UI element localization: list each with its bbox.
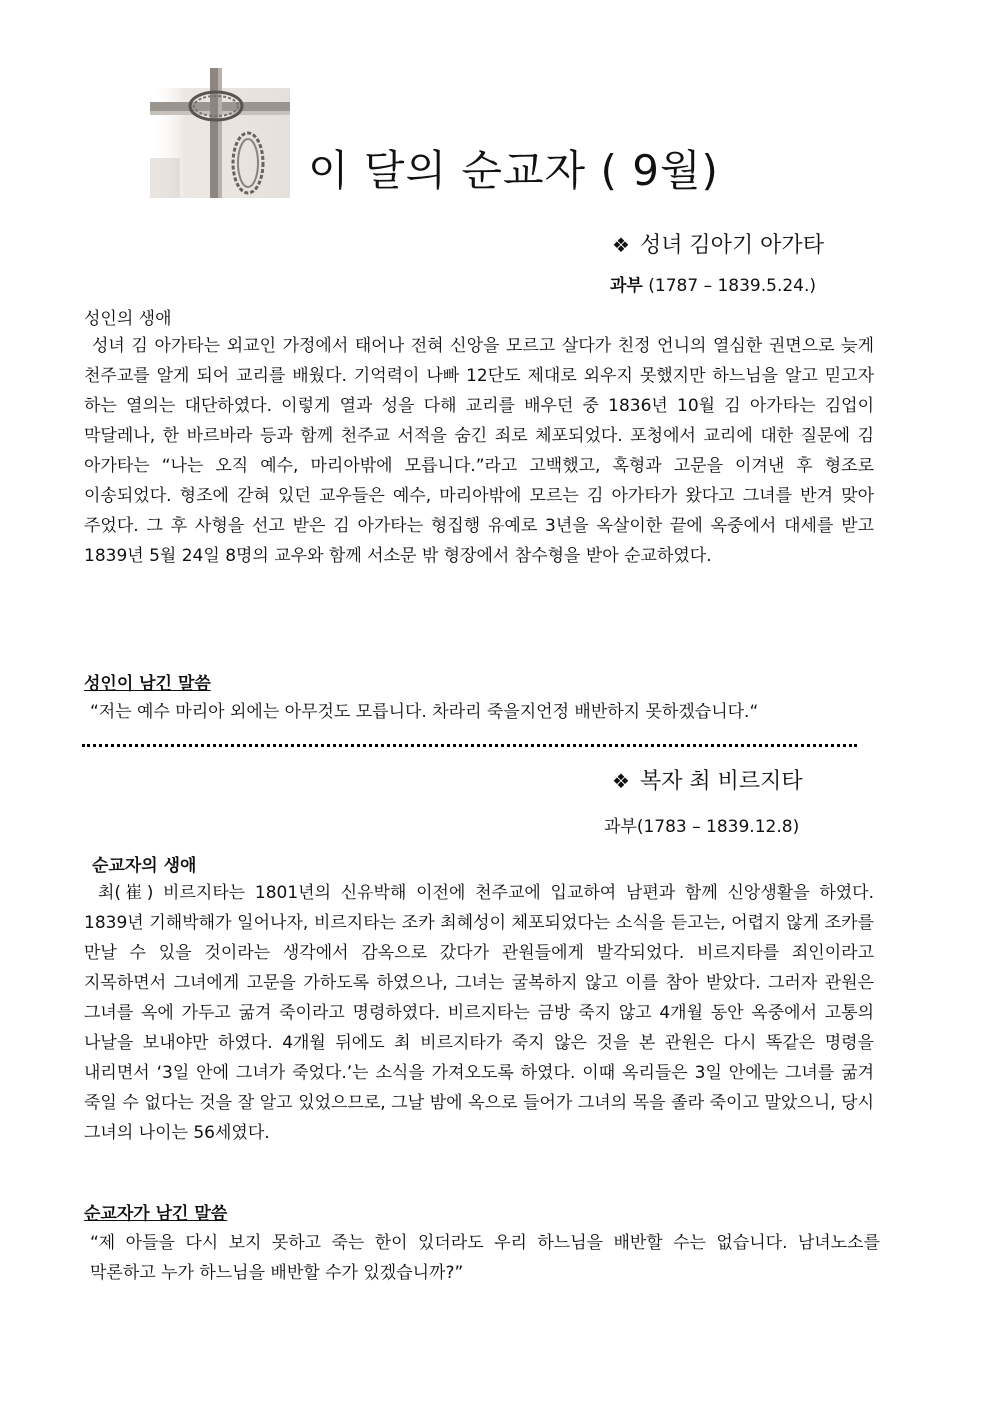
saint2-subtitle: 과부(1783 – 1839.12.8) [604, 817, 800, 837]
saint1-life-text: 성녀 김 아가타는 외교인 가정에서 태어나 전혀 신앙을 모르고 살다가 친정 언니의 열심한 권면으로 늦게 천주교를 알게 되어 교리를 배웠다. 기억력이 나빠 12단도 제대로 외우지 못했지만 하느님을 알고 믿고자 하는 열의는 대단하였다. 이렇게 열과 성을 다해 교리를 배우던 중 1836년 10월 김 아가타는 김업이 막달레나, 한 바르바라 등과 함께 천주교 서적을 숨긴 죄로 체포되었다. 포청에서 교리에 대한 질문에 김 아가타는 “나는 오직 예수, 마리아밖에 모릅니다.”라고 고백했고, 혹형과 고문을 이겨낸 후 형조로 이송되었다. 형조에 갇혀 있던 교우들은 예수, 마리아밖에 모르는 김 아가타가 왔다고 그녀를 반겨 맞아 주었다. 그 후 사형을 선고 받은 김 아가타는 형집행 유예로 3년을 옥살이한 끝에 옥중에서 대세를 받고 1839년 5월 24일 8명의 교우와 함께 서소문 밖 형장에서 참수형을 받아 순교하였다. [84, 336, 874, 566]
saint1-subtitle [610, 271, 816, 296]
saint2-words-text: “제 아들을 다시 보지 못하고 죽는 한이 있더라도 우리 하느님을 배반할 수는 없습니다. 남녀노소를 막론하고 누가 하느님을 배반할 수가 있겠습니까?” [90, 1233, 880, 1283]
saint2-name [612, 764, 803, 795]
saint1-status: 과부 [610, 276, 643, 296]
page-title: 이 달의 순교자 ( 9월) [308, 146, 719, 195]
saint1-words-heading: 성인이 남긴 말씀 [84, 674, 211, 694]
saint1-life-heading: 성인의 생애 [84, 309, 172, 329]
diamond-bullet-icon: ❖ [612, 233, 630, 257]
saint1-words-text: “저는 예수 마리아 외에는 아무것도 모릅니다. 차라리 죽을지언정 배반하지 못하겠습니다.“ [90, 702, 759, 722]
diamond-bullet-icon: ❖ [612, 769, 630, 793]
saint2-life-text: 최(崔) 비르지타는 1801년의 신유박해 이전에 천주교에 입교하여 남편과 함께 신앙생활을 하였다. 1839년 기해박해가 일어나자, 비르지타는 조카 최혜성이 체포되었다는 소식을 듣고는, 어렵지 않게 조카를 만날 수 있을 것이라는 생각에서 감옥으로 갔다가 관원들에게 발각되었다. 비르지타를 죄인이라고 지목하면서 그녀에게 고문을 가하도록 하였으나, 그녀는 굴복하지 않고 이를 참아 받았다. 그러자 관원은 그녀를 옥에 가두고 굶겨 죽이라고 명령하였다. 비르지타는 금방 죽지 않고 4개월 동안 옥중에서 고통의 나날을 보내야만 하였다. 4개월 뒤에도 최 비르지타가 죽지 않은 것을 본 관원은 다시 똑같은 명령을 내리면서 ‘3일 안에 그녀가 죽었다.’는 소식을 가져오도록 하였다. 이때 옥리들은 3일 안에는 그녀를 굶겨 죽일 수 없다는 것을 잘 알고 있었으므로, 그날 밤에 옥으로 들어가 그녀의 목을 졸라 죽이고 말았으니, 당시 그녀의 나이는 56세였다. [84, 883, 874, 1143]
cross-crown-of-thorns-image [150, 68, 290, 198]
saint1-name-text: 성녀 김아기 아가타 [639, 233, 824, 258]
saint2-life-heading: 순교자의 생애 [92, 856, 197, 876]
saint2-name-text: 복자 최 비르지타 [639, 769, 803, 794]
saint1-dates: (1787 – 1839.5.24.) [648, 276, 817, 296]
section-divider [82, 744, 857, 747]
saint2-words-heading: 순교자가 남긴 말씀 [84, 1204, 228, 1224]
saint1-name [612, 228, 824, 259]
